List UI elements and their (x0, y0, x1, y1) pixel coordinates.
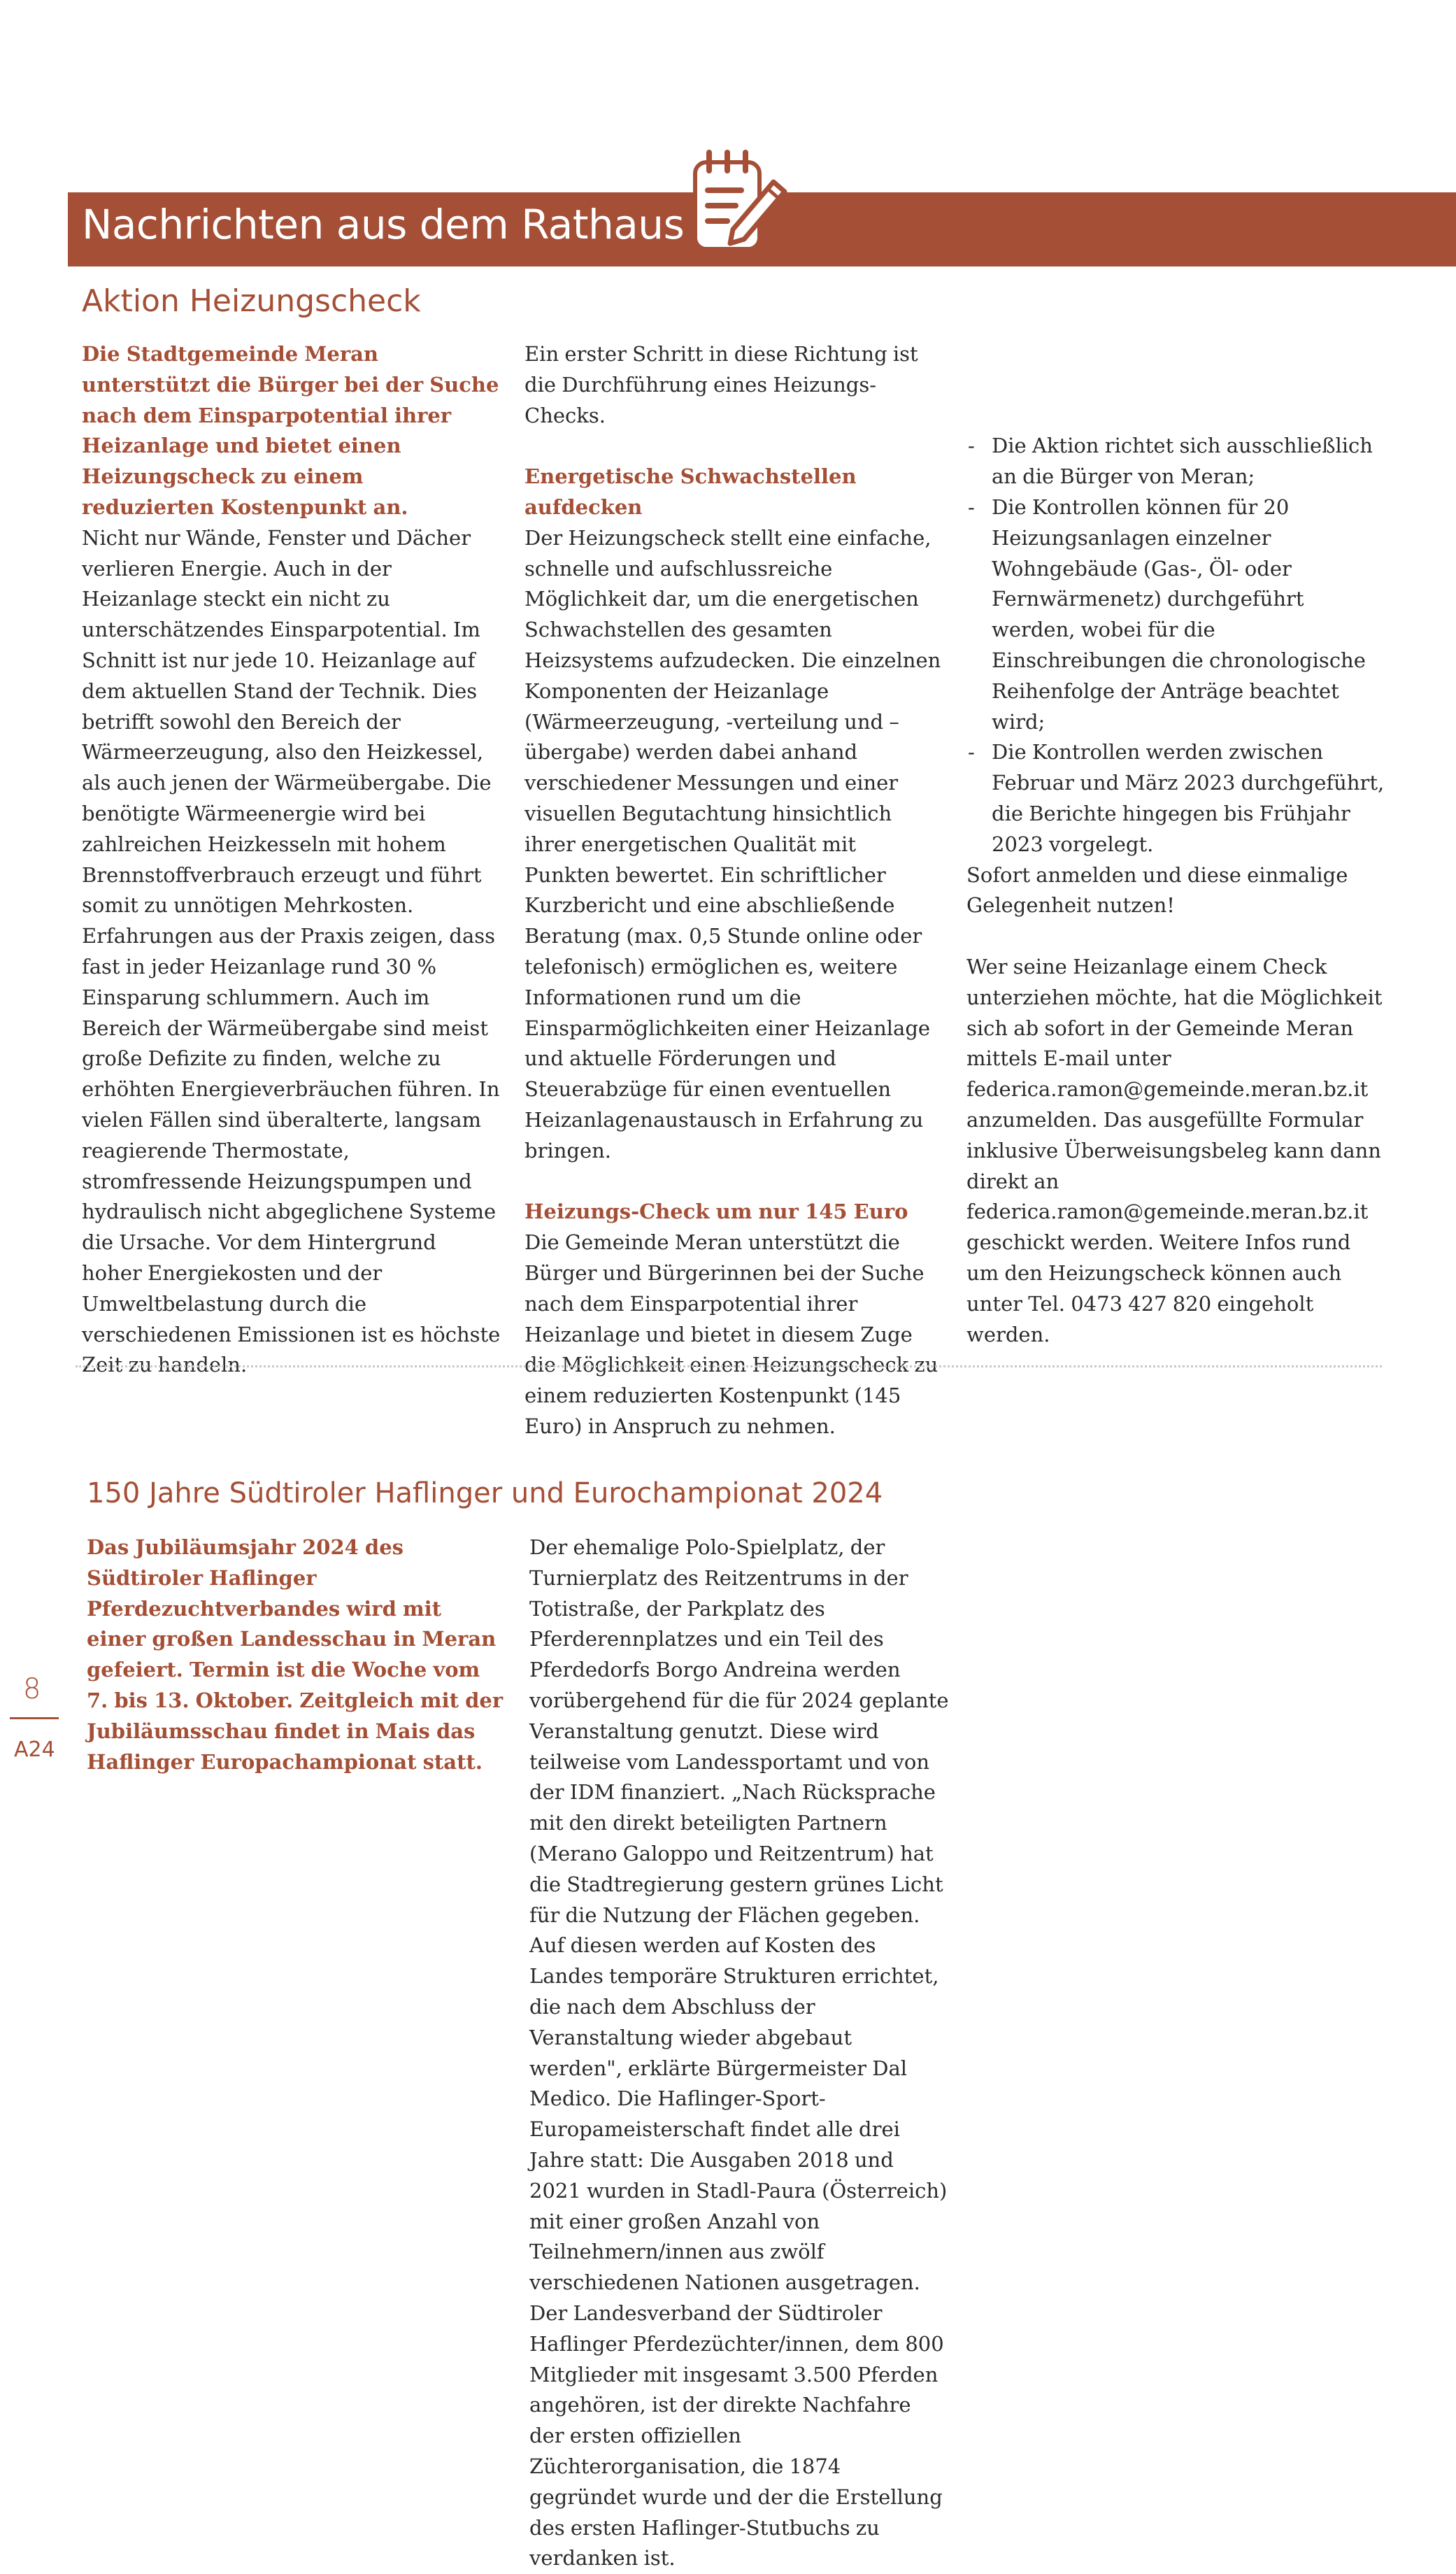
article2-title: 150 Jahre Südtiroler Haflinger und Eurochampionat 2024 (87, 1477, 883, 1509)
page-number: 8 (23, 1673, 41, 1705)
notepad-pencil-icon (685, 147, 790, 259)
article1-column-2 (524, 339, 944, 1442)
article1-title: Aktion Heizungscheck (82, 283, 421, 319)
article1-paragraph: Wer seine Heizanlage einem Check unterziehen möchte, hat die Möglichkeit sich ab sofort in der Gemeinde Meran mittels E-mail unter federica.ramon@gemeinde.meran.bz.it anzumelden. Das ausgefüllte Formular inklusive Überweisungsbeleg kann dann direkt an federica.ramon@gemeinde.meran.bz.it geschickt werden. Weitere Infos rund um den Heizungscheck können auch unter Tel. 0473 427 820 eingeholt werden. (966, 954, 1383, 1346)
article1-paragraph: Der Heizungscheck stellt eine einfache, schnelle und aufschlussreiche Möglichkeit dar, um die energetischen Schwachstellen des gesamten Heizsystems aufzudecken. Die einzelnen Komponenten der Heizanlage (Wärmeerzeugung, -verteilung und –übergabe) werden dabei anhand verschiedener Messungen und einer visuellen Begutachtung hinsichtlich ihrer energetischen Qualität mit Punkten bewertet. Ein schriftlicher Kurzbericht und eine abschließende Beratung (max. 0,5 Stunde online oder telefonisch) ermöglichen es, weitere Informationen rund um die Einsparmöglichkeiten einer Heizanlage und aktuelle Förderungen und Steuerabzüge für einen eventuellen Heizanlagenaustausch in Erfahrung zu bringen. (524, 525, 941, 1162)
section-divider (76, 1365, 1382, 1367)
page-number-rule (10, 1717, 59, 1719)
article1-column-1 (82, 339, 501, 1381)
article1-paragraph: Nicht nur Wände, Fenster und Dächer verlieren Energie. Auch in der Heizanlage steckt ein nicht zu unterschätzendes Einsparpotential. Im Schnitt ist nur jede 10. Heizanlage auf dem aktuellen Stand der Technik. Dies betrifft sowohl den Bereich der Wärmeerzeugung, also den Heizkessel, als auch jenen der Wärmeübergabe. Die benötigte Wärmeenergie wird bei zahlreichen Heizkesseln mit hohem Brennstoffverbrauch erzeugt und führt somit zu unnötigen Mehrkosten. Erfahrungen aus der Praxis zeigen, dass fast in jeder Heizanlage rund 30 % Einsparung schlummern. Auch im Bereich der Wärmeübergabe sind meist große Defizite zu finden, welche zu erhöhten Energieverbräuchen führen. In vielen Fällen sind überalterte, langsam reagierende Thermostate, stromfressende Heizungspumpen und hydraulisch nicht abgeglichene Systeme die Ursache. Vor dem Hintergrund hoher Energiekosten und der Umweltbelastung durch die verschiedenen Emissionen ist es höchste Zeit zu handeln. (82, 525, 501, 1377)
article2-column-1 (87, 1533, 506, 1777)
header-title: Nachrichten aus dem Rathaus (82, 201, 685, 248)
article1-lead: Die Stadtgemeinde Meran unterstützt die Bürger bei der Suche nach dem Einsparpotential ihrer Heizanlage und bietet einen Heizungscheck zu einem reduzierten Kostenpunkt an. (82, 342, 499, 519)
page-code: A24 (14, 1737, 55, 1762)
bullet-item: - Die Kontrollen werden zwischen Februar und März 2023 durchgeführt, die Berichte hingegen bis Frühjahr 2023 vorgelegt. (966, 737, 1386, 860)
article1-subheading: Energetische Schwachstellen aufdecken (524, 464, 857, 519)
article2-lead: Das Jubiläumsjahr 2024 des Südtiroler Haflinger Pferdezuchtverbandes wird mit einer großen Landesschau in Meran gefeiert. Termin ist die Woche vom 7. bis 13. Oktober. Zeitgleich mit der Jubiläumsschau findet in Mais das Haflinger Europachampionat statt. (87, 1535, 504, 1774)
article1-paragraph: Ein erster Schritt in diese Richtung ist die Durchführung eines Heizungs-Checks. (524, 342, 918, 427)
article1-paragraph: Die Gemeinde Meran unterstützt die Bürger und Bürgerinnen bei der Suche nach dem Einsparpotential ihrer Heizanlage und bietet in diesem Zuge die Möglichkeit einen Heizungscheck zu einem reduzierten Kostenpunkt (145 Euro) in Anspruch zu nehmen. (524, 1230, 938, 1438)
article1-paragraph: Sofort anmelden und diese einmalige Gelegenheit nutzen! (966, 862, 1348, 918)
bullet-item: - Die Kontrollen können für 20 Heizungsanlagen einzelner Wohngebäude (Gas-, Öl- oder Fernwärmenetz) durchgeführt werden, wobei für die Einschreibungen die chronologische Reihenfolge der Anträge beachtet wird; (966, 492, 1386, 737)
article2-paragraph: Der ehemalige Polo-Spielplatz, der Turnierplatz des Reitzentrums in der Totistraße, der Parkplatz des Pferderennplatzes und ein Teil des Pferdedorfs Borgo Andreina werden vorübergehend für die für 2024 geplante Veranstaltung genutzt. Diese wird teilweise vom Landessportamt und von der IDM finanziert. „Nach Rücksprache mit den direkt beteiligten Partnern (Merano Galoppo und Reitzentrum) hat die Stadtregierung gestern grünes Licht für die Nutzung der Flächen gegeben. Auf diesen werden auf Kosten des Landes temporäre Strukturen errichtet, die nach dem Abschluss der Veranstaltung wieder abgebaut werden", erklärte Bürgermeister Dal Medico. Die Haflinger-Sport-Europameisterschaft findet alle drei Jahre statt: Die Ausgaben 2018 und 2021 wurden in Stadl-Paura (Österreich) mit einer großen Anzahl von Teilnehmern/innen aus zwölf verschiedenen Nationen ausgetragen. Der Landesverband der Südtiroler Haflinger Pferdezüchter/innen, dem 800 Mitglieder mit insgesamt 3.500 Pferden angehören, ist der direkte Nachfahre der ersten offiziellen Züchterorganisation, die 1874 gegründet wurde und der die Erstellung des ersten Haflinger-Stutbuchs zu verdanken ist. (529, 1535, 949, 2571)
bullet-item: - Die Aktion richtet sich ausschließlich an die Bürger von Meran; (966, 431, 1386, 492)
article1-column-3 (966, 339, 1386, 1350)
article2-column-2 (529, 1533, 949, 2574)
article1-subheading: Heizungs-Check um nur 145 Euro (524, 1200, 908, 1224)
article1-bullet-list (966, 431, 1386, 860)
